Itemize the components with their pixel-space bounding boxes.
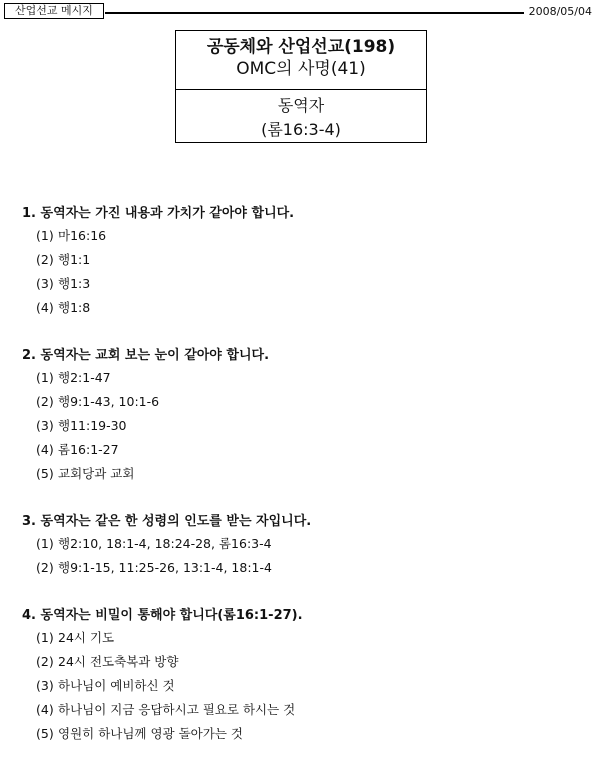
- item-text: 하나님이 예비하신 것: [58, 678, 175, 693]
- item-text: 마16:16: [58, 228, 107, 243]
- list-item: [22, 653, 582, 677]
- item-text: 행1:8: [58, 300, 91, 315]
- list-item: [22, 227, 582, 251]
- item-number: (2): [36, 560, 54, 575]
- list-item: [22, 441, 582, 465]
- list-item: [22, 251, 582, 275]
- title-box: [175, 30, 427, 143]
- header-date: 2008/05/04: [528, 5, 592, 18]
- item-text: 24시 기도: [58, 630, 115, 645]
- item-number: (3): [36, 678, 54, 693]
- header-rule: [105, 12, 524, 14]
- item-number: (1): [36, 370, 54, 385]
- section-heading: 2. 동역자는 교회 보는 눈이 같아야 합니다.: [22, 348, 270, 363]
- item-text: 영원히 하나님께 영광 돌아가는 것: [58, 726, 243, 741]
- section-heading: 1. 동역자는 가진 내용과 가치가 같아야 합니다.: [22, 206, 295, 221]
- item-text: 교회당과 교회: [58, 466, 135, 481]
- list-item: [22, 535, 582, 559]
- item-text: 행11:19-30: [58, 418, 127, 433]
- title-reference: (롬16:3-4): [261, 120, 341, 139]
- section-heading: 3. 동역자는 같은 한 성령의 인도를 받는 자입니다.: [22, 514, 312, 529]
- item-text: 롬16:1-27: [58, 442, 119, 457]
- list-item: [22, 701, 582, 725]
- title-main: 공동체와 산업선교(198): [206, 37, 396, 57]
- section-4: [22, 607, 582, 749]
- item-text: 24시 전도축복과 방향: [58, 654, 179, 669]
- list-item: [22, 629, 582, 653]
- section-2: [22, 347, 582, 489]
- item-number: (2): [36, 394, 54, 409]
- item-text: 행1:3: [58, 276, 91, 291]
- title-top: [176, 31, 426, 90]
- item-number: (5): [36, 726, 54, 741]
- list-item: [22, 725, 582, 749]
- item-text: 행1:1: [58, 252, 91, 267]
- section-3: [22, 513, 582, 583]
- list-item: [22, 299, 582, 323]
- header-tag: 산업선교 메시지: [4, 3, 104, 19]
- item-number: (4): [36, 442, 54, 457]
- item-number: (2): [36, 252, 54, 267]
- list-item: [22, 559, 582, 583]
- item-number: (3): [36, 276, 54, 291]
- list-item: [22, 275, 582, 299]
- item-number: (2): [36, 654, 54, 669]
- item-number: (4): [36, 300, 54, 315]
- item-number: (5): [36, 466, 54, 481]
- title-bottom: [176, 90, 426, 142]
- list-item: [22, 369, 582, 393]
- item-number: (3): [36, 418, 54, 433]
- item-text: 행9:1-15, 11:25-26, 13:1-4, 18:1-4: [58, 560, 272, 575]
- item-text: 행2:1-47: [58, 370, 111, 385]
- item-number: (1): [36, 630, 54, 645]
- list-item: [22, 465, 582, 489]
- title-sub: OMC의 사명(41): [236, 59, 366, 79]
- title-topic: 동역자: [277, 96, 325, 115]
- item-number: (1): [36, 228, 54, 243]
- list-item: [22, 393, 582, 417]
- sermon-outline: [22, 205, 582, 773]
- item-number: (1): [36, 536, 54, 551]
- item-number: (4): [36, 702, 54, 717]
- section-heading: 4. 동역자는 비밀이 통해야 합니다(롬16:1-27).: [22, 608, 303, 623]
- item-text: 행2:10, 18:1-4, 18:24-28, 롬16:3-4: [58, 536, 272, 551]
- section-1: [22, 205, 582, 323]
- list-item: [22, 417, 582, 441]
- item-text: 행9:1-43, 10:1-6: [58, 394, 160, 409]
- item-text: 하나님이 지금 응답하시고 필요로 하시는 것: [58, 702, 296, 717]
- list-item: [22, 677, 582, 701]
